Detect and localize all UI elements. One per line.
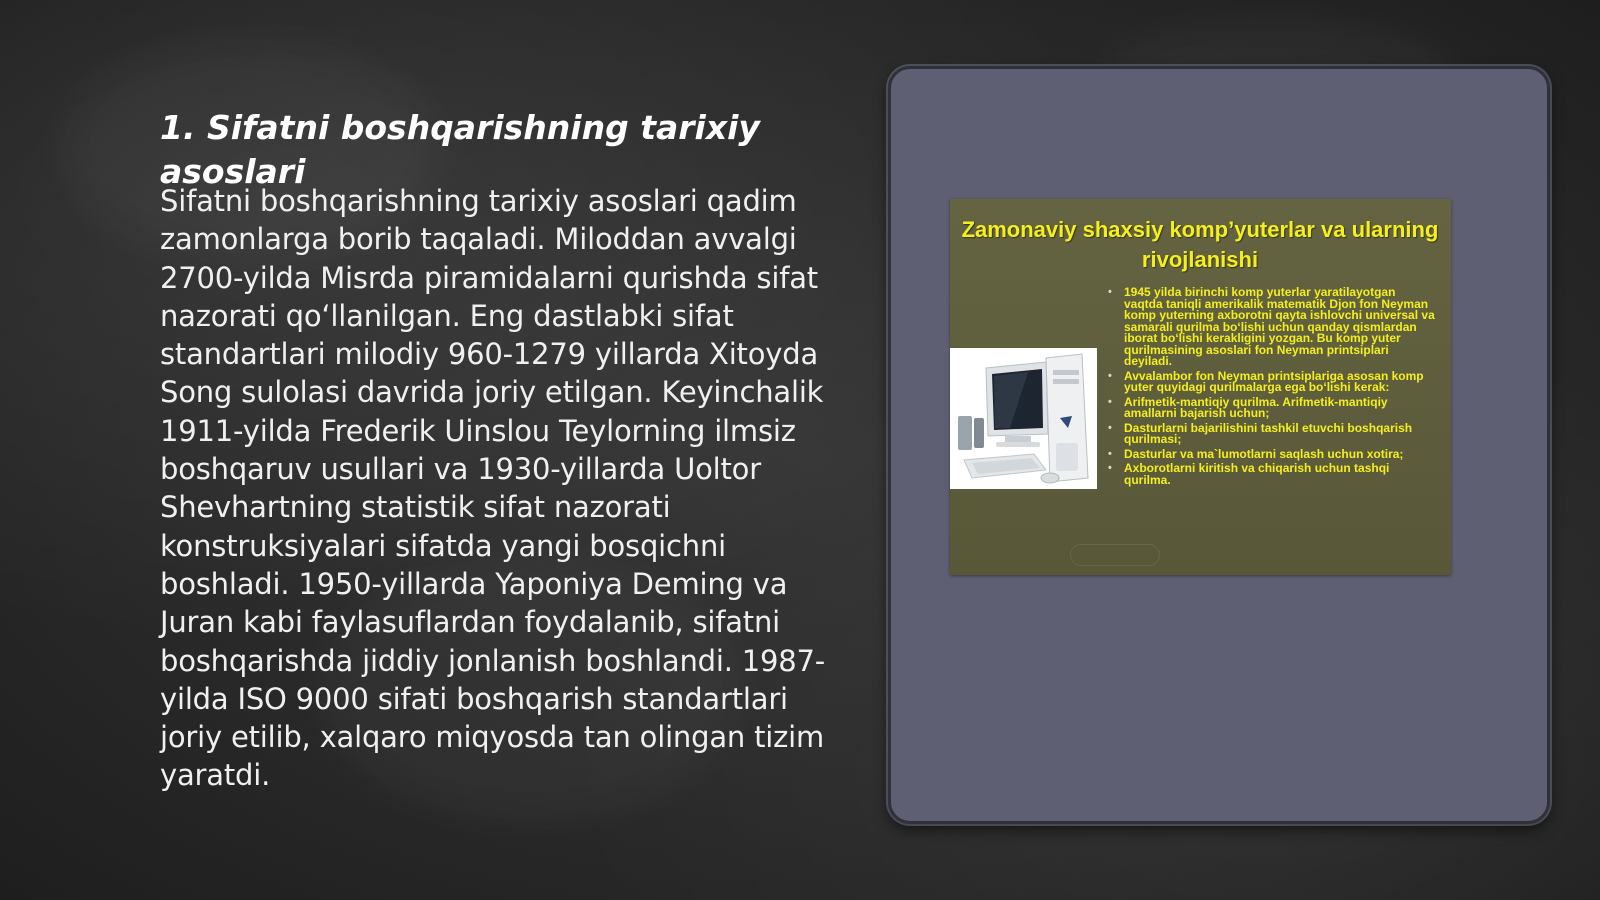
embedded-slide-image (950, 199, 1451, 575)
watermark-decoration (1070, 544, 1160, 566)
list-item: • Dasturlar va ma`lumotlarni saqlash uchun xotira; (1106, 449, 1436, 461)
desktop-computer-icon (950, 348, 1097, 489)
list-item: • Dasturlarni bajarilishini tashkil etuvchi boshqarish qurilmasi; (1106, 423, 1436, 446)
text-block (160, 106, 850, 795)
embedded-slide-title: Zamonaviy shaxsiy komp’yuterlar va ularning rivojlanishi (961, 217, 1439, 272)
embedded-slide-bullets (1106, 287, 1436, 489)
list-item: • Avvalambor fon Neyman printsiplariga asosan komp yuter quyidagi qurilmalarga ega bo‘lishi kerak: (1106, 371, 1436, 394)
list-item: • Arifmetik-mantiqiy qurilma. Arifmetik-mantiqiy amallarni bajarish uchun; (1106, 397, 1436, 420)
slide-heading: 1. Sifatni boshqarishning tarixiy asoslari (160, 108, 760, 191)
list-item: • 1945 yilda birinchi komp yuterlar yaratilayotgan vaqtda taniqli amerikalik matematik Djon fon Neyman komp yuterning axborotni qayta ishlovchi universal va samarali qurilma bo‘lishi uchun qanday qismlardan iborat bo‘lishi kerakligini yozgan. Bu komp yuter qurilmasining asoslari fon Neyman printsiplari deyiladi. (1106, 287, 1436, 368)
slide-body-text: Sifatni boshqarishning tarixiy asoslari qadim zamonlarga borib taqaladi. Miloddan avvalgi 2700-yilda Misrda piramidalarni qurishda sifat nazorati qo‘llanilgan. Eng dastlabki sifat standartlari milodiy 960-1279 yillarda Xitoyda Song sulolasi davrida joriy etilgan. Keyinchalik 1911-yilda Frederik Uinslou Teylorning ilmsiz boshqaruv usullari va 1930-yillarda Uoltor Shevhartning statistik sifat nazorati konstruksiyalari sifatda yangi bosqichni boshladi. 1950-yillarda Yaponiya Deming va Juran kabi faylasuflardan foydalanib, sifatni boshqarishda jiddiy jonlanish boshlandi. 1987-yilda ISO 9000 sifati boshqarish standartlari joriy etilib, xalqaro miqyosda tan olingan tizim yaratdi. (160, 184, 826, 793)
list-item: • Axborotlarni kiritish va chiqarish uchun tashqi qurilma. (1106, 463, 1436, 486)
